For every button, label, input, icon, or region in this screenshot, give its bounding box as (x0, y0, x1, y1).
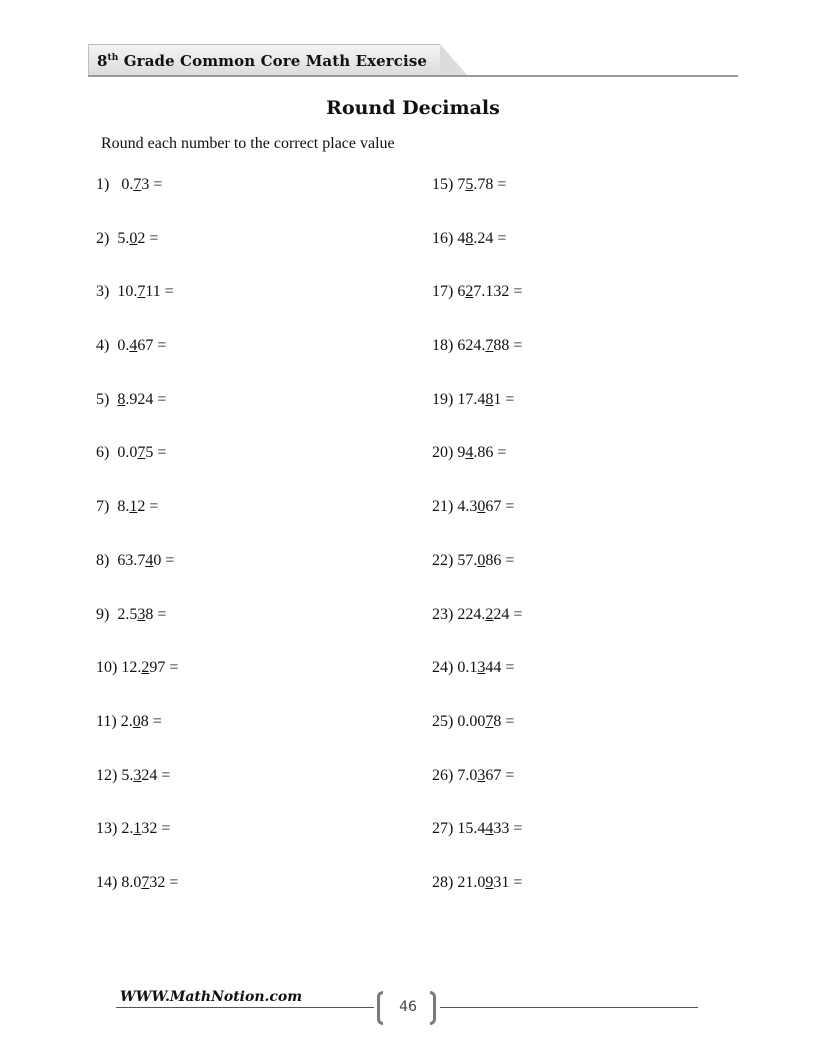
problem-after: 0 = (153, 551, 175, 569)
problem-item (96, 496, 178, 550)
problem-label: 4) (96, 337, 118, 355)
problem-item (96, 765, 178, 819)
problem-label: 10) (96, 659, 122, 677)
problem-label: 17) (432, 283, 458, 301)
header-grade-number: 8 (97, 52, 108, 70)
problem-before: 63.7 (117, 551, 146, 569)
problem-before: 57. (457, 551, 478, 569)
problem-label: 27) (432, 820, 458, 838)
problem-item (432, 174, 522, 228)
problem-label: 12) (96, 766, 122, 784)
problem-before: 0.00 (457, 712, 486, 730)
problem-item (96, 442, 178, 496)
problem-item (96, 228, 178, 282)
problem-label: 22) (432, 551, 458, 569)
problem-underlined-digit: 3 (477, 659, 486, 677)
problem-underlined-digit: 7 (485, 712, 494, 730)
problem-before: 0.0 (117, 444, 138, 462)
problem-before: 17.4 (457, 390, 486, 408)
problem-label: 16) (432, 229, 458, 247)
problem-after: 8 = (140, 712, 162, 730)
problem-label: 18) (432, 337, 458, 355)
problem-item (96, 174, 178, 228)
problem-after: 2 = (137, 498, 159, 516)
problem-underlined-digit: 0 (129, 229, 138, 247)
problem-label: 9) (96, 605, 118, 623)
problem-before: 0.1 (457, 659, 478, 677)
problem-item (432, 657, 522, 711)
problem-label: 13) (96, 820, 122, 838)
problem-underlined-digit: 7 (133, 176, 142, 193)
problem-item (96, 281, 178, 335)
problem-after: 32 = (141, 820, 171, 838)
problem-before: 6 (457, 283, 466, 301)
problem-after: 67 = (485, 498, 515, 516)
footer-line-right (440, 1007, 698, 1008)
header-tab (88, 44, 440, 75)
problem-after: 11 = (145, 283, 174, 301)
problem-before: 2.5 (117, 605, 138, 623)
problem-after: 97 = (149, 659, 179, 677)
problem-underlined-digit: 9 (485, 873, 494, 891)
problem-item (432, 281, 522, 335)
problem-label: 1) (96, 176, 122, 193)
problem-item (96, 335, 178, 389)
problem-after: 8 = (493, 712, 515, 730)
problem-after: 1 = (493, 390, 515, 408)
problem-underlined-digit: 7 (141, 873, 150, 891)
problem-label: 28) (432, 873, 458, 891)
problem-before: 2. (120, 712, 133, 730)
problem-underlined-digit: 5 (465, 176, 474, 193)
problem-after: .24 = (473, 229, 507, 247)
problem-label: 2) (96, 229, 118, 247)
problem-after: 8 = (145, 605, 167, 623)
problem-before: 0. (121, 176, 134, 193)
problem-before: 9 (457, 444, 466, 462)
problem-underlined-digit: 0 (477, 551, 486, 569)
problem-after: .924 = (125, 390, 167, 408)
header-tab-slant (440, 44, 468, 76)
problem-before: 0. (117, 337, 130, 355)
problems-column-right (432, 174, 522, 926)
problem-after: .78 = (473, 176, 507, 193)
problem-label: 11) (96, 712, 121, 730)
problem-label: 8) (96, 551, 118, 569)
problem-label: 3) (96, 283, 118, 301)
problem-before: 4 (457, 229, 466, 247)
problem-underlined-digit: 1 (129, 498, 138, 516)
problem-before: 2. (121, 820, 134, 838)
problem-before: 4.3 (457, 498, 478, 516)
problem-underlined-digit: 0 (477, 498, 486, 516)
problem-item (96, 550, 178, 604)
problem-item (432, 550, 522, 604)
problem-after: 67 = (137, 337, 167, 355)
problem-after: 7.132 = (473, 283, 523, 301)
problem-underlined-digit: 7 (137, 444, 146, 462)
problem-label: 7) (96, 498, 118, 516)
header-divider (88, 75, 738, 77)
problem-before: 7 (457, 176, 466, 193)
problem-after: .86 = (473, 444, 507, 462)
problem-before: 7.0 (457, 766, 478, 784)
problem-before: 624. (457, 337, 486, 355)
problem-after: 86 = (485, 551, 515, 569)
problem-label: 5) (96, 390, 118, 408)
problem-after: 32 = (149, 873, 179, 891)
problem-underlined-digit: 3 (133, 766, 142, 784)
instructions: Round each number to the correct place value (101, 135, 395, 152)
problem-before: 5. (117, 229, 130, 247)
problem-item (432, 872, 522, 926)
problem-before: 8. (117, 498, 130, 516)
problem-after: 31 = (493, 873, 523, 891)
problem-label: 25) (432, 712, 458, 730)
problem-underlined-digit: 4 (129, 337, 138, 355)
header-title-rest: Grade Common Core Math Exercise (118, 52, 428, 70)
header-title (97, 52, 427, 70)
problem-underlined-digit: 1 (133, 820, 142, 838)
problem-item (432, 765, 522, 819)
problem-item (432, 228, 522, 282)
problem-before: 5. (121, 766, 134, 784)
page-number-bracket-left (377, 991, 383, 1025)
problem-item (96, 872, 178, 926)
problem-item (432, 335, 522, 389)
problem-item (96, 818, 178, 872)
problem-underlined-digit: 3 (477, 766, 486, 784)
problem-label: 21) (432, 498, 458, 516)
problem-before: 12. (121, 659, 142, 677)
problem-underlined-digit: 4 (465, 444, 474, 462)
problem-after: 5 = (145, 444, 167, 462)
problem-label: 23) (432, 605, 458, 623)
problem-underlined-digit: 2 (465, 283, 474, 301)
problem-underlined-digit: 2 (485, 605, 494, 623)
problem-after: 44 = (485, 659, 515, 677)
problem-label: 15) (432, 176, 458, 193)
problem-item (96, 657, 178, 711)
problem-before: 15.4 (457, 820, 486, 838)
page-number: 46 (399, 999, 417, 1015)
page-title: Round Decimals (326, 97, 500, 119)
problem-before: 224. (457, 605, 486, 623)
problem-after: 33 = (493, 820, 523, 838)
problem-label: 26) (432, 766, 458, 784)
problem-item (432, 496, 522, 550)
problems-column-left (96, 174, 178, 926)
problem-item (96, 389, 178, 443)
problem-after: 24 = (493, 605, 523, 623)
problem-underlined-digit: 7 (137, 283, 146, 301)
problem-underlined-digit: 8 (117, 390, 126, 408)
problem-after: 2 = (137, 229, 159, 247)
problem-item (432, 818, 522, 872)
footer-line-left (116, 1007, 374, 1008)
problem-label: 19) (432, 390, 458, 408)
problem-item (432, 442, 522, 496)
problem-after: 88 = (493, 337, 523, 355)
problem-item (96, 711, 178, 765)
problem-before: 10. (117, 283, 138, 301)
header-grade-suffix: th (107, 53, 119, 63)
problem-item (432, 604, 522, 658)
problem-before: 21.0 (457, 873, 486, 891)
problem-item (432, 389, 522, 443)
problem-underlined-digit: 4 (145, 551, 154, 569)
problem-before: 8.0 (121, 873, 142, 891)
problem-underlined-digit: 4 (485, 820, 494, 838)
problem-label: 14) (96, 873, 122, 891)
problem-after: 3 = (141, 176, 163, 193)
problem-after: 67 = (485, 766, 515, 784)
problem-underlined-digit: 3 (137, 605, 146, 623)
problem-item (96, 604, 178, 658)
page-number-bracket-right (430, 991, 436, 1025)
problem-label: 24) (432, 659, 458, 677)
problem-item (432, 711, 522, 765)
problem-underlined-digit: 0 (132, 712, 141, 730)
problem-after: 24 = (141, 766, 171, 784)
problem-underlined-digit: 8 (485, 390, 494, 408)
problem-underlined-digit: 2 (141, 659, 150, 677)
problem-label: 6) (96, 444, 118, 462)
footer-website: WWW.MathNotion.com (120, 989, 303, 1005)
problem-label: 20) (432, 444, 458, 462)
problem-underlined-digit: 7 (485, 337, 494, 355)
problem-underlined-digit: 8 (465, 229, 474, 247)
